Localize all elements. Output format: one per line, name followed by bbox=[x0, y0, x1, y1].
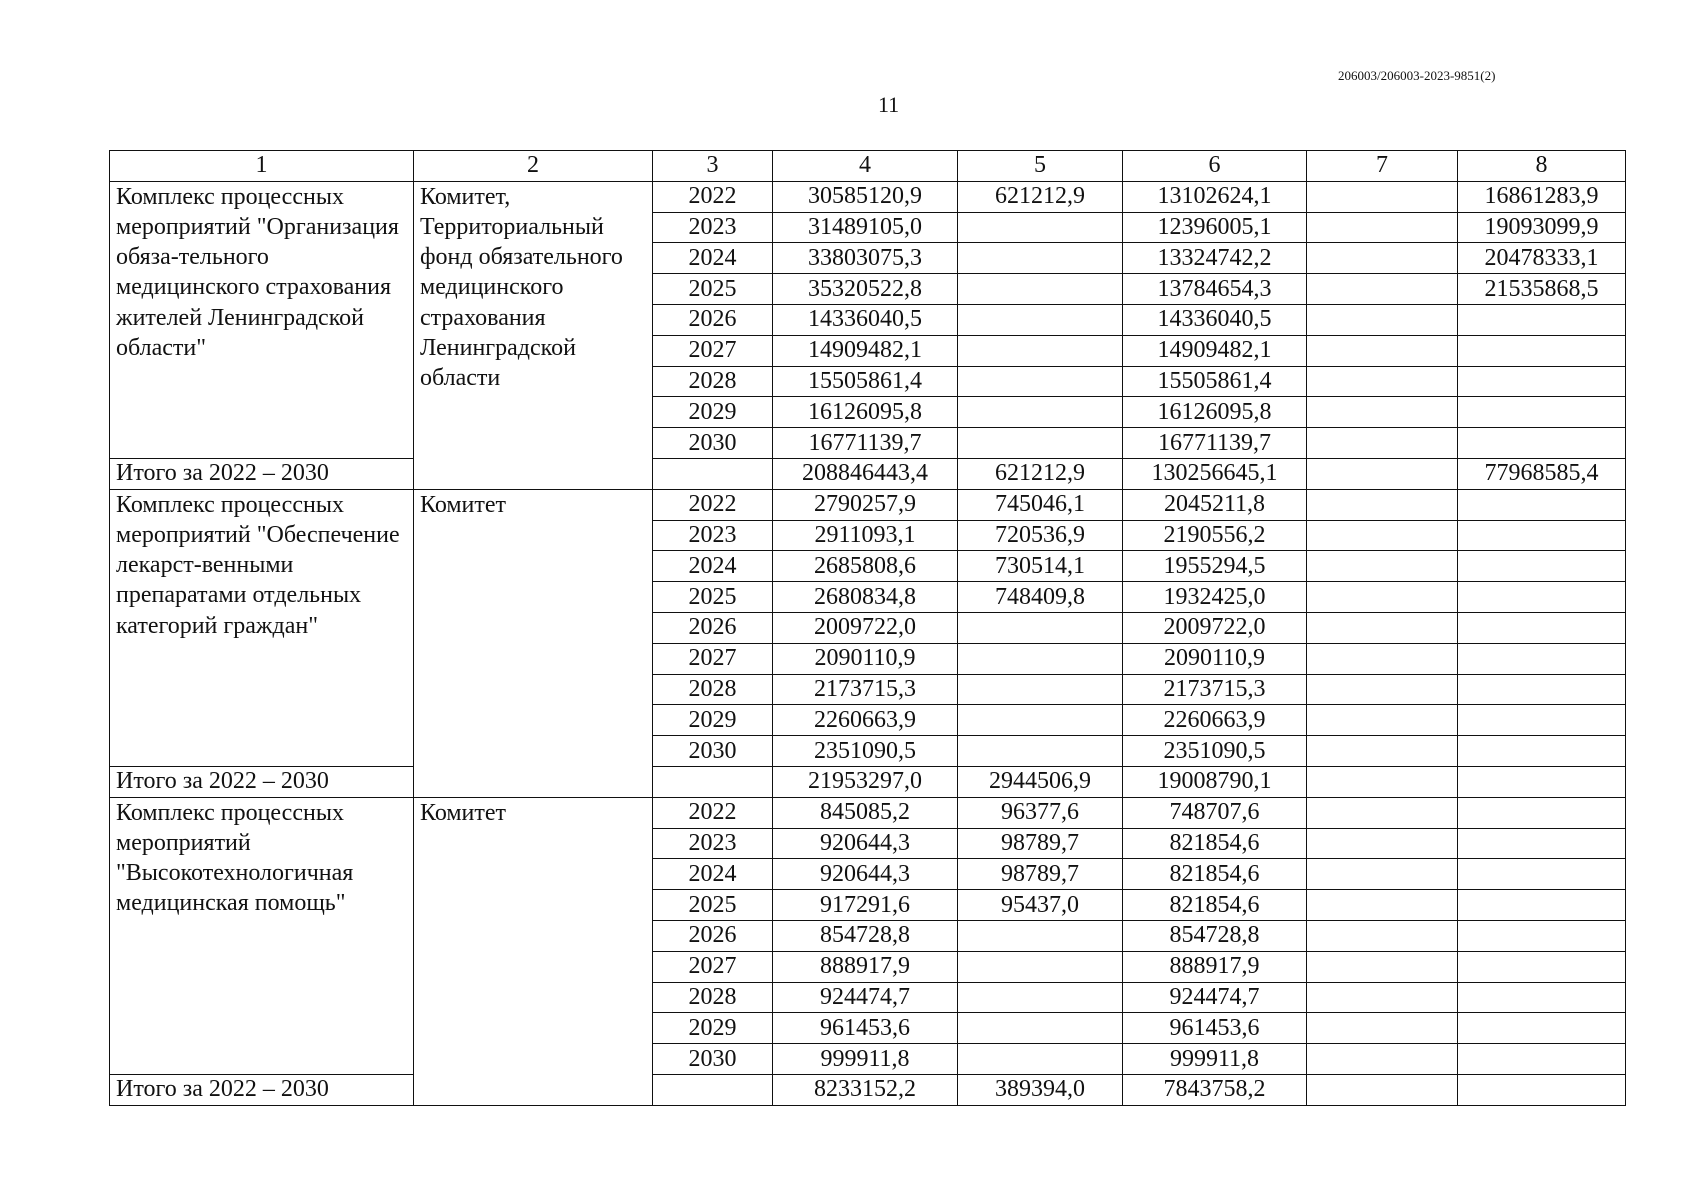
value-cell: 924474,7 bbox=[773, 982, 958, 1013]
value-cell bbox=[1458, 705, 1626, 736]
year-cell: 2027 bbox=[653, 951, 773, 982]
value-cell: 35320522,8 bbox=[773, 274, 958, 305]
table-row bbox=[110, 489, 1626, 520]
value-cell: 888917,9 bbox=[1123, 951, 1307, 982]
total-value-cell: 621212,9 bbox=[958, 458, 1123, 489]
value-cell: 2260663,9 bbox=[773, 705, 958, 736]
year-cell: 2024 bbox=[653, 551, 773, 582]
value-cell: 19093099,9 bbox=[1458, 212, 1626, 243]
value-cell bbox=[958, 920, 1123, 951]
year-cell: 2023 bbox=[653, 520, 773, 551]
document-id: 206003/206003-2023-9851(2) bbox=[1338, 68, 1496, 83]
value-cell: 2090110,9 bbox=[1123, 643, 1307, 674]
value-cell bbox=[1307, 797, 1458, 828]
value-cell bbox=[1307, 1044, 1458, 1075]
value-cell bbox=[1307, 951, 1458, 982]
value-cell bbox=[1458, 859, 1626, 890]
value-cell bbox=[958, 366, 1123, 397]
value-cell: 2173715,3 bbox=[1123, 674, 1307, 705]
value-cell: 2351090,5 bbox=[773, 736, 958, 767]
value-cell: 2190556,2 bbox=[1123, 520, 1307, 551]
value-cell bbox=[958, 397, 1123, 428]
year-cell: 2027 bbox=[653, 335, 773, 366]
value-cell bbox=[1307, 520, 1458, 551]
column-header: 4 bbox=[773, 151, 958, 182]
year-cell: 2026 bbox=[653, 920, 773, 951]
value-cell: 16861283,9 bbox=[1458, 181, 1626, 212]
value-cell: 854728,8 bbox=[773, 920, 958, 951]
value-cell: 14336040,5 bbox=[773, 304, 958, 335]
value-cell: 31489105,0 bbox=[773, 212, 958, 243]
measure-name: Комплекс процессных мероприятий "Высокотехнологичная медицинская помощь" bbox=[110, 797, 414, 1074]
value-cell bbox=[1307, 428, 1458, 459]
value-cell: 14909482,1 bbox=[773, 335, 958, 366]
value-cell bbox=[1458, 366, 1626, 397]
total-value-cell: 77968585,4 bbox=[1458, 458, 1626, 489]
value-cell bbox=[1307, 243, 1458, 274]
value-cell bbox=[1307, 982, 1458, 1013]
header-row bbox=[110, 151, 1626, 182]
value-cell: 748707,6 bbox=[1123, 797, 1307, 828]
value-cell: 2009722,0 bbox=[1123, 612, 1307, 643]
value-cell: 2173715,3 bbox=[773, 674, 958, 705]
value-cell bbox=[1307, 920, 1458, 951]
value-cell: 2790257,9 bbox=[773, 489, 958, 520]
value-cell: 12396005,1 bbox=[1123, 212, 1307, 243]
year-cell: 2029 bbox=[653, 397, 773, 428]
year-cell: 2025 bbox=[653, 274, 773, 305]
value-cell bbox=[1458, 951, 1626, 982]
value-cell bbox=[1458, 797, 1626, 828]
value-cell: 2009722,0 bbox=[773, 612, 958, 643]
value-cell bbox=[1458, 335, 1626, 366]
value-cell bbox=[1458, 1044, 1626, 1075]
value-cell: 98789,7 bbox=[958, 828, 1123, 859]
year-cell bbox=[653, 766, 773, 797]
column-header: 8 bbox=[1458, 151, 1626, 182]
value-cell: 16771139,7 bbox=[1123, 428, 1307, 459]
value-cell bbox=[958, 643, 1123, 674]
value-cell: 98789,7 bbox=[958, 859, 1123, 890]
executor-name: Комитет bbox=[414, 797, 653, 1105]
value-cell: 821854,6 bbox=[1123, 859, 1307, 890]
value-cell: 745046,1 bbox=[958, 489, 1123, 520]
value-cell: 21535868,5 bbox=[1458, 274, 1626, 305]
year-cell: 2025 bbox=[653, 890, 773, 921]
column-header: 1 bbox=[110, 151, 414, 182]
value-cell: 2351090,5 bbox=[1123, 736, 1307, 767]
value-cell: 854728,8 bbox=[1123, 920, 1307, 951]
total-value-cell: 7843758,2 bbox=[1123, 1074, 1307, 1105]
page-number: 11 bbox=[878, 92, 900, 117]
total-row bbox=[110, 1074, 1626, 1105]
value-cell: 999911,8 bbox=[1123, 1044, 1307, 1075]
total-value-cell: 8233152,2 bbox=[773, 1074, 958, 1105]
value-cell: 2090110,9 bbox=[773, 643, 958, 674]
value-cell bbox=[958, 212, 1123, 243]
column-header: 2 bbox=[414, 151, 653, 182]
value-cell: 95437,0 bbox=[958, 890, 1123, 921]
total-value-cell: 389394,0 bbox=[958, 1074, 1123, 1105]
year-cell: 2023 bbox=[653, 212, 773, 243]
value-cell bbox=[1458, 582, 1626, 613]
year-cell: 2022 bbox=[653, 489, 773, 520]
value-cell bbox=[1458, 520, 1626, 551]
value-cell: 14336040,5 bbox=[1123, 304, 1307, 335]
value-cell bbox=[958, 428, 1123, 459]
value-cell: 14909482,1 bbox=[1123, 335, 1307, 366]
value-cell: 621212,9 bbox=[958, 181, 1123, 212]
year-cell: 2029 bbox=[653, 705, 773, 736]
total-row bbox=[110, 766, 1626, 797]
value-cell bbox=[1307, 890, 1458, 921]
value-cell bbox=[1307, 489, 1458, 520]
year-cell: 2030 bbox=[653, 736, 773, 767]
value-cell: 15505861,4 bbox=[1123, 366, 1307, 397]
value-cell bbox=[1307, 366, 1458, 397]
year-cell: 2022 bbox=[653, 797, 773, 828]
value-cell: 920644,3 bbox=[773, 859, 958, 890]
executor-name: Комитет bbox=[414, 489, 653, 797]
value-cell bbox=[1307, 582, 1458, 613]
value-cell: 30585120,9 bbox=[773, 181, 958, 212]
value-cell bbox=[958, 335, 1123, 366]
year-cell: 2024 bbox=[653, 243, 773, 274]
value-cell bbox=[1458, 1013, 1626, 1044]
value-cell: 888917,9 bbox=[773, 951, 958, 982]
value-cell: 2680834,8 bbox=[773, 582, 958, 613]
year-cell: 2028 bbox=[653, 982, 773, 1013]
value-cell bbox=[1458, 982, 1626, 1013]
value-cell: 845085,2 bbox=[773, 797, 958, 828]
total-value-cell: 19008790,1 bbox=[1123, 766, 1307, 797]
value-cell bbox=[1307, 304, 1458, 335]
value-cell: 2260663,9 bbox=[1123, 705, 1307, 736]
total-label: Итого за 2022 – 2030 bbox=[110, 1074, 414, 1105]
total-label: Итого за 2022 – 2030 bbox=[110, 458, 414, 489]
value-cell bbox=[958, 304, 1123, 335]
column-header: 7 bbox=[1307, 151, 1458, 182]
year-cell: 2030 bbox=[653, 1044, 773, 1075]
column-header: 3 bbox=[653, 151, 773, 182]
value-cell: 821854,6 bbox=[1123, 890, 1307, 921]
value-cell bbox=[958, 705, 1123, 736]
value-cell: 821854,6 bbox=[1123, 828, 1307, 859]
value-cell bbox=[1307, 736, 1458, 767]
value-cell: 13324742,2 bbox=[1123, 243, 1307, 274]
value-cell: 961453,6 bbox=[773, 1013, 958, 1044]
total-value-cell bbox=[1458, 766, 1626, 797]
value-cell: 96377,6 bbox=[958, 797, 1123, 828]
year-cell: 2028 bbox=[653, 366, 773, 397]
value-cell bbox=[1458, 920, 1626, 951]
total-value-cell: 2944506,9 bbox=[958, 766, 1123, 797]
value-cell bbox=[1307, 212, 1458, 243]
value-cell: 1932425,0 bbox=[1123, 582, 1307, 613]
total-value-cell bbox=[1307, 1074, 1458, 1105]
total-row bbox=[110, 458, 1626, 489]
total-label: Итого за 2022 – 2030 bbox=[110, 766, 414, 797]
value-cell bbox=[1458, 674, 1626, 705]
year-cell: 2028 bbox=[653, 674, 773, 705]
year-cell bbox=[653, 458, 773, 489]
value-cell: 924474,7 bbox=[1123, 982, 1307, 1013]
value-cell bbox=[1307, 705, 1458, 736]
value-cell: 917291,6 bbox=[773, 890, 958, 921]
value-cell bbox=[1307, 859, 1458, 890]
column-header: 6 bbox=[1123, 151, 1307, 182]
value-cell bbox=[1307, 674, 1458, 705]
value-cell: 16126095,8 bbox=[773, 397, 958, 428]
year-cell: 2024 bbox=[653, 859, 773, 890]
value-cell: 2045211,8 bbox=[1123, 489, 1307, 520]
value-cell: 1955294,5 bbox=[1123, 551, 1307, 582]
value-cell bbox=[1307, 643, 1458, 674]
value-cell: 13102624,1 bbox=[1123, 181, 1307, 212]
value-cell bbox=[1458, 736, 1626, 767]
value-cell bbox=[1458, 304, 1626, 335]
table-row bbox=[110, 797, 1626, 828]
value-cell bbox=[1307, 828, 1458, 859]
budget-table bbox=[109, 150, 1626, 1106]
year-cell: 2027 bbox=[653, 643, 773, 674]
value-cell bbox=[1458, 890, 1626, 921]
year-cell: 2022 bbox=[653, 181, 773, 212]
value-cell bbox=[1307, 274, 1458, 305]
value-cell: 730514,1 bbox=[958, 551, 1123, 582]
value-cell bbox=[958, 1013, 1123, 1044]
value-cell: 2685808,6 bbox=[773, 551, 958, 582]
value-cell bbox=[1307, 397, 1458, 428]
value-cell bbox=[958, 674, 1123, 705]
value-cell bbox=[1458, 612, 1626, 643]
year-cell bbox=[653, 1074, 773, 1105]
value-cell: 961453,6 bbox=[1123, 1013, 1307, 1044]
value-cell: 20478333,1 bbox=[1458, 243, 1626, 274]
value-cell bbox=[1458, 428, 1626, 459]
value-cell bbox=[958, 951, 1123, 982]
column-header: 5 bbox=[958, 151, 1123, 182]
value-cell: 999911,8 bbox=[773, 1044, 958, 1075]
executor-name: Комитет, Территориальный фонд обязательного медицинского страхования Ленинградской области bbox=[414, 181, 653, 489]
value-cell bbox=[1307, 612, 1458, 643]
value-cell bbox=[958, 274, 1123, 305]
year-cell: 2025 bbox=[653, 582, 773, 613]
year-cell: 2026 bbox=[653, 304, 773, 335]
value-cell bbox=[1458, 643, 1626, 674]
year-cell: 2029 bbox=[653, 1013, 773, 1044]
value-cell bbox=[1458, 551, 1626, 582]
value-cell: 2911093,1 bbox=[773, 520, 958, 551]
value-cell bbox=[958, 982, 1123, 1013]
measure-name: Комплекс процессных мероприятий "Организация обяза-тельного медицинского страхования жителей Ленинградской области" bbox=[110, 181, 414, 458]
value-cell: 920644,3 bbox=[773, 828, 958, 859]
value-cell bbox=[958, 612, 1123, 643]
value-cell bbox=[958, 736, 1123, 767]
value-cell: 15505861,4 bbox=[773, 366, 958, 397]
value-cell bbox=[1458, 397, 1626, 428]
value-cell bbox=[1307, 1013, 1458, 1044]
value-cell bbox=[1307, 181, 1458, 212]
value-cell bbox=[1458, 489, 1626, 520]
value-cell bbox=[958, 1044, 1123, 1075]
year-cell: 2023 bbox=[653, 828, 773, 859]
value-cell: 748409,8 bbox=[958, 582, 1123, 613]
value-cell bbox=[1307, 551, 1458, 582]
value-cell: 16771139,7 bbox=[773, 428, 958, 459]
total-value-cell: 130256645,1 bbox=[1123, 458, 1307, 489]
total-value-cell bbox=[1307, 766, 1458, 797]
total-value-cell bbox=[1458, 1074, 1626, 1105]
table-row bbox=[110, 181, 1626, 212]
value-cell: 13784654,3 bbox=[1123, 274, 1307, 305]
value-cell: 720536,9 bbox=[958, 520, 1123, 551]
total-value-cell: 208846443,4 bbox=[773, 458, 958, 489]
value-cell bbox=[1458, 828, 1626, 859]
year-cell: 2030 bbox=[653, 428, 773, 459]
value-cell: 33803075,3 bbox=[773, 243, 958, 274]
measure-name: Комплекс процессных мероприятий "Обеспечение лекарст-венными препаратами отдельных категорий граждан" bbox=[110, 489, 414, 766]
value-cell: 16126095,8 bbox=[1123, 397, 1307, 428]
total-value-cell: 21953297,0 bbox=[773, 766, 958, 797]
value-cell bbox=[1307, 335, 1458, 366]
total-value-cell bbox=[1307, 458, 1458, 489]
year-cell: 2026 bbox=[653, 612, 773, 643]
value-cell bbox=[958, 243, 1123, 274]
